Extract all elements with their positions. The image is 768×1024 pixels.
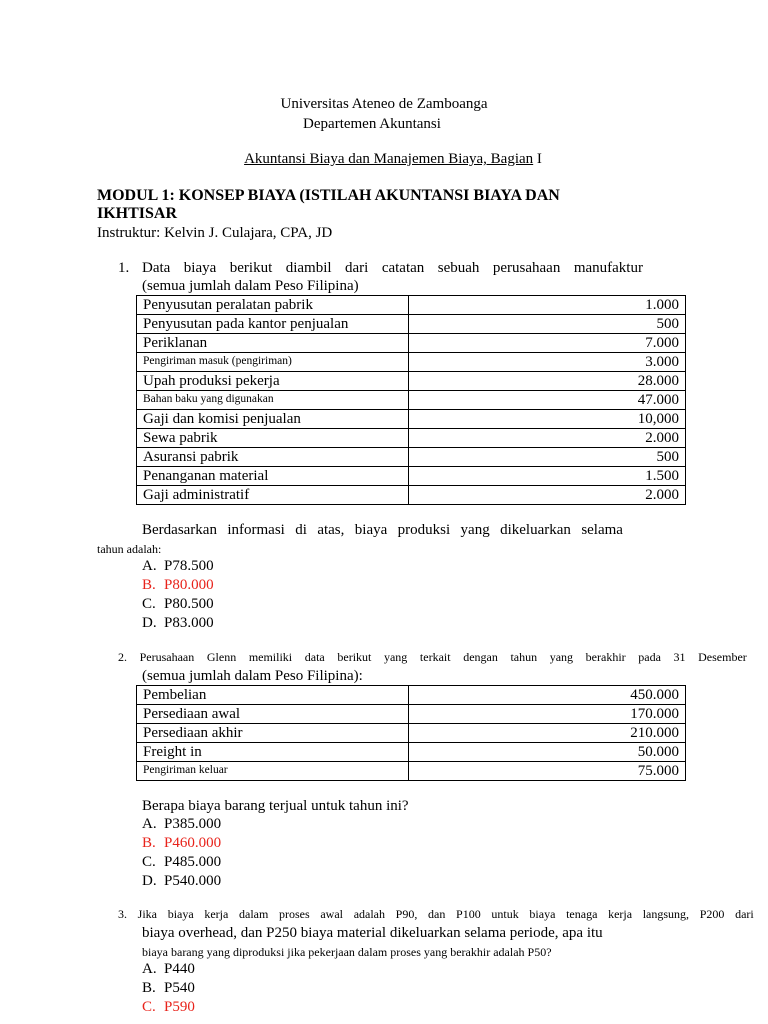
course-title-underlined: Akuntansi Biaya dan Manajemen Biaya, Bagian: [244, 151, 534, 167]
option-text: P440: [164, 961, 195, 977]
table-row: [137, 743, 686, 762]
q1-cost-table-body: [137, 296, 686, 505]
option-letter: C.: [142, 854, 156, 870]
word: memiliki: [248, 650, 293, 664]
table-row: [137, 391, 686, 410]
option-text: P590: [164, 999, 195, 1015]
word: P200: [699, 907, 725, 921]
word: Berdasarkan: [142, 522, 217, 538]
row-label: Gaji administratif: [137, 486, 409, 505]
table-row: [137, 705, 686, 724]
word: catatan: [381, 260, 425, 276]
word: biaya: [183, 260, 217, 276]
table-row: [137, 334, 686, 353]
option-letter: A.: [142, 961, 157, 977]
word: Glenn: [206, 650, 237, 664]
word: 2.: [118, 650, 127, 664]
option-letter: B.: [142, 835, 156, 851]
q2-intro-line2: (semua jumlah dalam Peso Filipina):: [142, 668, 363, 684]
row-label: Gaji dan komisi penjualan: [137, 410, 409, 429]
row-label: Penanganan material: [137, 467, 409, 486]
instructor-line: Instruktur: Kelvin J. Culajara, CPA, JD: [97, 225, 333, 241]
word: tenaga: [566, 907, 598, 921]
table-row: [137, 762, 686, 781]
table-row: [137, 448, 686, 467]
word: P100: [456, 907, 481, 921]
row-value: 450.000: [408, 686, 685, 705]
answer-option: [142, 961, 195, 978]
word: produksi: [397, 522, 451, 538]
word: yang: [460, 522, 490, 538]
word: biaya: [529, 907, 556, 921]
row-value: 500: [408, 448, 685, 467]
answer-option: [142, 816, 221, 833]
q3-intro-line2: biaya overhead, dan P250 biaya material dikeluarkan selama periode, apa itu: [142, 925, 603, 941]
q1-intro-line2: (semua jumlah dalam Peso Filipina): [142, 278, 359, 294]
word: dari: [735, 907, 754, 921]
word: langsung,: [642, 907, 690, 921]
option-text: P83.000: [164, 615, 214, 631]
option-text: P80.000: [164, 577, 214, 593]
option-letter: B.: [142, 577, 156, 593]
answer-option: [142, 596, 214, 613]
q1-question-line2: tahun adalah:: [97, 542, 162, 556]
word: Desember: [698, 650, 747, 664]
word: manufaktur: [573, 260, 643, 276]
word: biaya: [167, 907, 194, 921]
module-title-line1: MODUL 1: KONSEP BIAYA (ISTILAH AKUNTANSI BIAYA DAN: [97, 187, 560, 204]
row-label: Pembelian: [137, 686, 409, 705]
row-label: Persediaan awal: [137, 705, 409, 724]
word: di: [295, 522, 307, 538]
row-value: 28.000: [408, 372, 685, 391]
word: selama: [581, 522, 623, 538]
row-value: 75.000: [408, 762, 685, 781]
department-name: Departemen Akuntansi: [303, 116, 441, 132]
word: Jika: [137, 907, 158, 921]
q2-question: Berapa biaya barang terjual untuk tahun ini?: [142, 798, 409, 814]
word: 31: [673, 650, 686, 664]
word: awal: [320, 907, 344, 921]
q2-inventory-table: [136, 685, 686, 781]
table-row: [137, 724, 686, 743]
word: biaya: [354, 522, 388, 538]
word: 3.: [118, 907, 127, 921]
answer-option: [142, 854, 221, 871]
table-row: [137, 296, 686, 315]
table-row: [137, 486, 686, 505]
word: perusahaan: [492, 260, 561, 276]
word: berikut: [337, 650, 372, 664]
option-text: P385.000: [164, 816, 222, 832]
word: data: [304, 650, 325, 664]
q3-intro-line1: [118, 907, 754, 922]
word: dikeluarkan: [500, 522, 571, 538]
q1-number: 1.: [118, 260, 130, 276]
option-letter: C.: [142, 596, 156, 612]
row-value: 50.000: [408, 743, 685, 762]
answer-option: [142, 980, 195, 997]
q3-intro-line3: biaya barang yang diproduksi jika pekerjaan dalam proses yang berakhir adalah P50?: [142, 945, 552, 959]
answer-option-correct: [142, 835, 221, 852]
option-letter: B.: [142, 980, 156, 996]
word: dan: [428, 907, 446, 921]
row-value: 210.000: [408, 724, 685, 743]
row-value: 3.000: [408, 353, 685, 372]
option-text: P540: [164, 980, 195, 996]
word: kerja: [608, 907, 633, 921]
q1-question-line1: [142, 522, 623, 539]
row-label: Pengiriman keluar: [137, 762, 409, 781]
answer-option-correct: [142, 999, 195, 1016]
word: dengan: [463, 650, 498, 664]
word: berakhir: [585, 650, 626, 664]
table-row: [137, 410, 686, 429]
option-letter: C.: [142, 999, 156, 1015]
row-value: 500: [408, 315, 685, 334]
q2-intro-line1: [118, 650, 747, 665]
row-value: 170.000: [408, 705, 685, 724]
q1-cost-table: [136, 295, 686, 505]
option-letter: A.: [142, 558, 157, 574]
row-value: 47.000: [408, 391, 685, 410]
university-name: Universitas Ateneo de Zamboanga: [280, 96, 488, 112]
answer-option: [142, 558, 214, 575]
answer-option-correct: [142, 577, 214, 594]
course-title: [9, 151, 768, 168]
row-value: 1.500: [408, 467, 685, 486]
word: Data: [142, 260, 171, 276]
row-value: 2.000: [408, 429, 685, 448]
row-value: 10,000: [408, 410, 685, 429]
word: Perusahaan: [139, 650, 195, 664]
row-label: Persediaan akhir: [137, 724, 409, 743]
table-row: [137, 353, 686, 372]
word: sebuah: [437, 260, 480, 276]
table-row: [137, 686, 686, 705]
option-text: P80.500: [164, 596, 214, 612]
answer-option: [142, 873, 221, 890]
table-row: [137, 315, 686, 334]
word: diambil: [285, 260, 332, 276]
row-label: Penyusutan pada kantor penjualan: [137, 315, 409, 334]
word: dalam: [239, 907, 269, 921]
word: terkait: [419, 650, 451, 664]
option-letter: D.: [142, 615, 157, 631]
table-row: [137, 467, 686, 486]
word: dari: [345, 260, 369, 276]
option-letter: D.: [142, 873, 157, 889]
option-text: P540.000: [164, 873, 222, 889]
word: berikut: [229, 260, 273, 276]
word: adalah: [353, 907, 385, 921]
row-label: Sewa pabrik: [137, 429, 409, 448]
row-label: Freight in: [137, 743, 409, 762]
row-value: 1.000: [408, 296, 685, 315]
row-label: Bahan baku yang digunakan: [137, 391, 409, 410]
word: kerja: [204, 907, 229, 921]
q2-inventory-table-body: [137, 686, 686, 781]
word: tahun: [510, 650, 538, 664]
table-row: [137, 429, 686, 448]
course-title-suffix: I: [533, 151, 542, 167]
option-text: P78.500: [164, 558, 214, 574]
table-row: [137, 372, 686, 391]
q1-intro-line1: [142, 260, 643, 277]
module-title-line2: IKHTISAR: [97, 205, 178, 222]
word: proses: [279, 907, 310, 921]
word: yang: [549, 650, 574, 664]
row-value: 7.000: [408, 334, 685, 353]
option-text: P460.000: [164, 835, 222, 851]
word: yang: [383, 650, 408, 664]
word: atas,: [317, 522, 345, 538]
row-value: 2.000: [408, 486, 685, 505]
row-label: Periklanan: [137, 334, 409, 353]
word: pada: [638, 650, 661, 664]
row-label: Penyusutan peralatan pabrik: [137, 296, 409, 315]
option-letter: A.: [142, 816, 157, 832]
word: P90,: [395, 907, 418, 921]
answer-option: [142, 615, 214, 632]
word: untuk: [491, 907, 519, 921]
row-label: Asuransi pabrik: [137, 448, 409, 467]
row-label: Upah produksi pekerja: [137, 372, 409, 391]
option-text: P485.000: [164, 854, 222, 870]
word: informasi: [227, 522, 285, 538]
row-label: Pengiriman masuk (pengiriman): [137, 353, 409, 372]
